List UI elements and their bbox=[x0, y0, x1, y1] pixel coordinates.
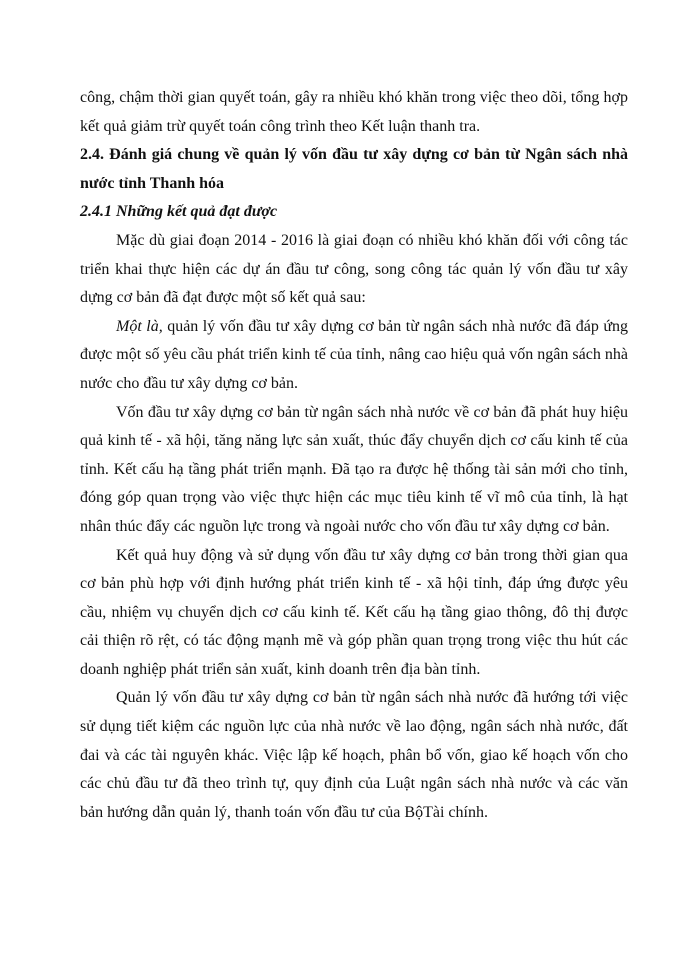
paragraph-mot-la-body: quản lý vốn đầu tư xây dựng cơ bản từ ngân sách nhà nước đã đáp ứng được một số yêu cầu phát triển kinh tế của tỉnh, nâng cao hiệu quả vốn ngân sách nhà nước cho đầu tư xây dựng cơ bản. bbox=[80, 317, 628, 392]
paragraph-lead-italic: Một là, bbox=[116, 317, 163, 335]
section-heading-2-4: 2.4. Đánh giá chung về quản lý vốn đầu tư xây dựng cơ bản từ Ngân sách nhà nước tỉnh Thanh hóa bbox=[80, 146, 628, 192]
paragraph-quan-ly-von: Quản lý vốn đầu tư xây dựng cơ bản từ ngân sách nhà nước đã hướng tới việc sử dụng tiết kiệm các nguồn lực của nhà nước về lao động, ngân sách nhà nước, đất đai và các tài nguyên khác. Việc lập kế hoạch, phân bổ vốn, giao kế hoạch vốn cho các chủ đầu tư đã theo trình tự, quy định của Luật ngân sách nhà nước và các văn bản hướng dẫn quản lý, thanh toán vốn đầu tư của BộTài chính. bbox=[80, 689, 628, 821]
paragraph-continuation: công, chậm thời gian quyết toán, gây ra nhiều khó khăn trong việc theo dõi, tổng hợp kết quả giảm trừ quyết toán công trình theo Kết luận thanh tra. bbox=[80, 89, 628, 135]
paragraph-ket-qua-huy-dong: Kết quả huy động và sử dụng vốn đầu tư xây dựng cơ bản trong thời gian qua cơ bản phù hợp với định hướng phát triển kinh tế - xã hội tỉnh, đáp ứng được yêu cầu, nhiệm vụ chuyển dịch cơ cấu kinh tế. Kết cấu hạ tầng giao thông, đô thị được cải thiện rõ rệt, có tác động mạnh mẽ và góp phần quan trọng trong việc thu hút các doanh nghiệp phát triển sản xuất, kinh doanh trên địa bàn tỉnh. bbox=[80, 546, 628, 678]
paragraph-von-dau-tu: Vốn đầu tư xây dựng cơ bản từ ngân sách nhà nước về cơ bản đã phát huy hiệu quả kinh tế - xã hội, tăng năng lực sản xuất, thúc đẩy chuyển dịch cơ cấu kinh tế của tỉnh. Kết cấu hạ tầng phát triển mạnh. Đã tạo ra được hệ thống tài sản mới cho tỉnh, đóng góp quan trọng vào việc thực hiện các mục tiêu kinh tế vĩ mô của tỉnh, là hạt nhân thúc đẩy các nguồn lực trong và ngoài nước cho vốn đầu tư xây dựng cơ bản. bbox=[80, 403, 628, 535]
subsection-heading-2-4-1: 2.4.1 Những kết quả đạt được bbox=[80, 203, 278, 221]
paragraph-intro: Mặc dù giai đoạn 2014 - 2016 là giai đoạn có nhiều khó khăn đối với công tác triển khai thực hiện các dự án đầu tư công, song công tác quản lý vốn đầu tư xây dựng cơ bản đã đạt được một số kết quả sau: bbox=[80, 231, 628, 307]
paragraph-mot-la bbox=[80, 313, 628, 399]
document-page bbox=[80, 84, 628, 827]
